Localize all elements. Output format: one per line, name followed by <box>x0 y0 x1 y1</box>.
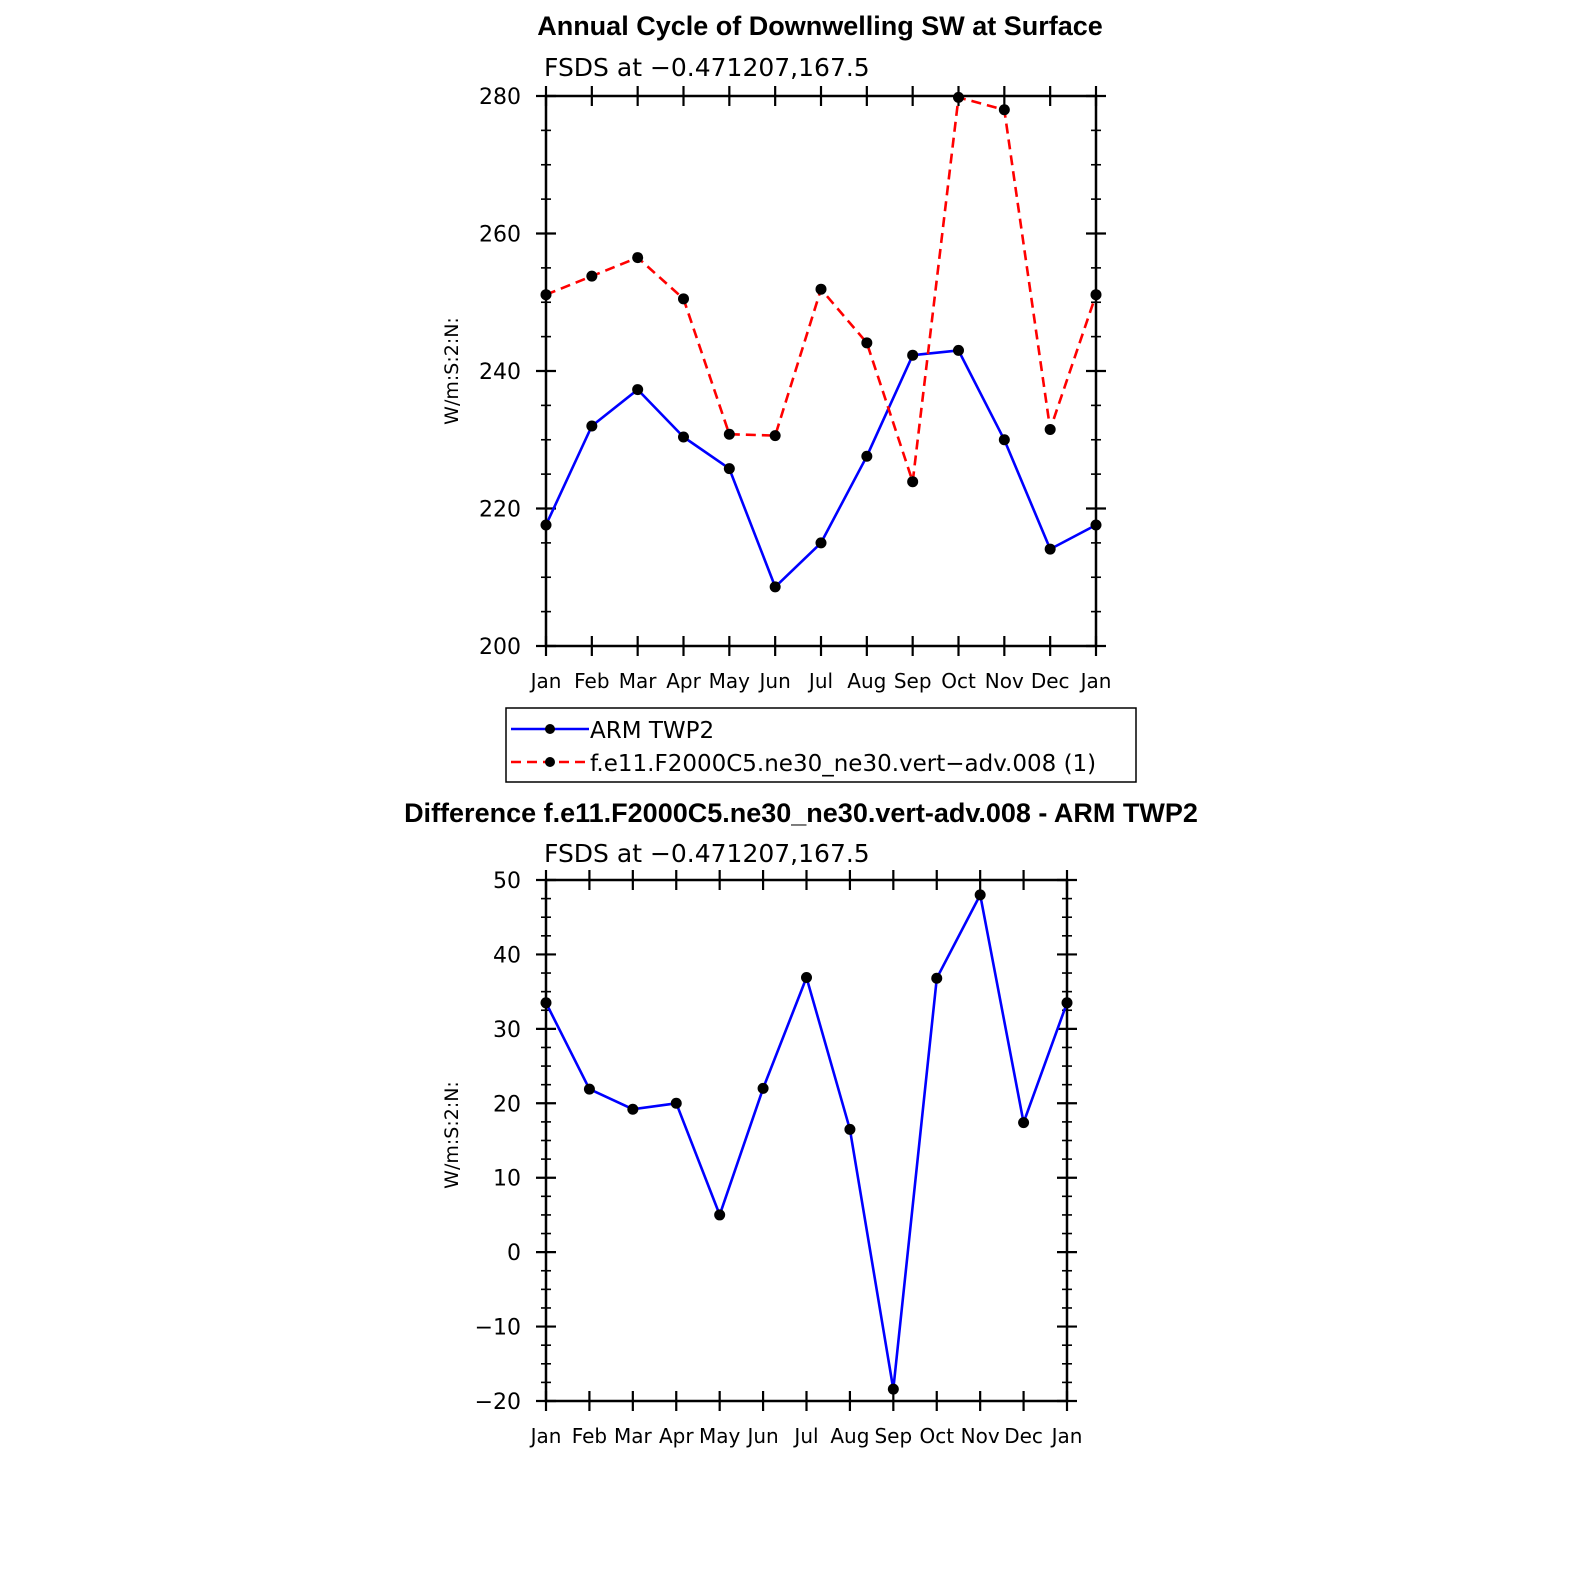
x-tick-label: Feb <box>571 1424 608 1448</box>
data-point <box>975 889 986 900</box>
legend-label-arm-twp2: ARM TWP2 <box>590 718 715 744</box>
x-tick-label: Jun <box>759 669 791 693</box>
y-tick-label: −20 <box>474 1390 521 1415</box>
data-point <box>816 537 827 548</box>
x-tick-label: Jul <box>794 1424 819 1448</box>
data-point <box>586 421 597 432</box>
data-point <box>861 451 872 462</box>
y-tick-label: 20 <box>493 1092 521 1118</box>
data-point <box>999 434 1010 445</box>
y-tick-label: 280 <box>479 85 521 110</box>
x-tick-label: Sep <box>893 669 932 693</box>
chart-title: Difference f.e11.F2000C5.ne30_ne30.vert-adv.008 - ARM TWP2 <box>404 798 1198 828</box>
x-tick-label: Dec <box>1004 1424 1043 1448</box>
data-point <box>953 345 964 356</box>
y-tick-label: 0 <box>507 1241 521 1267</box>
annual-cycle-chart <box>441 11 1136 782</box>
data-point <box>541 289 552 300</box>
x-tick-label: Jun <box>747 1424 779 1448</box>
data-point <box>844 1124 855 1135</box>
data-point <box>584 1084 595 1095</box>
data-point <box>714 1209 725 1220</box>
series-line-0 <box>546 895 1067 1389</box>
y-axis-label: W/m:S:2:N: <box>441 317 463 425</box>
series-group <box>541 889 1073 1394</box>
x-tick-label: Jan <box>530 1424 562 1448</box>
data-point <box>586 271 597 282</box>
y-tick-label: 40 <box>493 943 521 969</box>
data-point <box>1091 289 1102 300</box>
y-tick-label: 260 <box>479 222 521 248</box>
data-point <box>1091 520 1102 531</box>
data-point <box>724 429 735 440</box>
x-tick-label: Oct <box>941 669 976 693</box>
x-tick-label: Dec <box>1030 669 1070 693</box>
x-tick-label: Oct <box>919 1424 955 1448</box>
data-point <box>861 337 872 348</box>
plot-frame <box>546 880 1067 1401</box>
chart-subtitle: FSDS at −0.471207,167.5 <box>544 839 870 868</box>
data-point <box>678 432 689 443</box>
x-tick-label: Apr <box>666 669 701 693</box>
data-point <box>888 1384 899 1395</box>
x-tick-label: May <box>708 669 751 693</box>
data-point <box>1045 424 1056 435</box>
data-point <box>770 581 781 592</box>
data-point <box>627 1104 638 1115</box>
data-point <box>816 284 827 295</box>
x-ticks <box>529 86 1112 693</box>
y-tick-label: −10 <box>474 1315 521 1341</box>
data-point <box>632 252 643 263</box>
data-point <box>758 1083 769 1094</box>
x-tick-label: Jan <box>1080 669 1112 693</box>
data-point <box>999 104 1010 115</box>
x-tick-label: Mar <box>618 669 657 693</box>
y-tick-label: 30 <box>493 1017 521 1043</box>
y-tick-label: 200 <box>479 635 521 660</box>
series-group <box>541 92 1102 593</box>
x-tick-label: Nov <box>984 669 1024 693</box>
data-point <box>671 1098 682 1109</box>
legend-label-model: f.e11.F2000C5.ne30_ne30.vert−adv.008 (1) <box>590 751 1097 777</box>
x-tick-label: Feb <box>574 669 610 693</box>
difference-chart <box>404 798 1198 1448</box>
y-tick-label: 220 <box>479 497 521 523</box>
x-tick-label: Aug <box>847 669 887 693</box>
x-tick-label: Jan <box>530 669 562 693</box>
x-tick-label: May <box>698 1424 741 1448</box>
legend-marker-arm-twp2 <box>545 724 555 734</box>
data-point <box>953 92 964 103</box>
x-tick-label: Aug <box>830 1424 870 1448</box>
data-point <box>1062 997 1073 1008</box>
x-tick-label: Sep <box>874 1424 913 1448</box>
data-point <box>907 350 918 361</box>
data-point <box>724 463 735 474</box>
chart-title: Annual Cycle of Downwelling SW at Surface <box>537 11 1103 41</box>
x-tick-label: Apr <box>658 1424 694 1448</box>
data-point <box>770 430 781 441</box>
x-tick-label: Nov <box>960 1424 1000 1448</box>
data-point <box>541 997 552 1008</box>
data-point <box>1045 544 1056 555</box>
data-point <box>801 972 812 983</box>
x-tick-label: Mar <box>613 1424 652 1448</box>
x-tick-label: Jan <box>1051 1424 1083 1448</box>
legend-marker-model <box>545 757 555 767</box>
data-point <box>931 973 942 984</box>
series-line-0 <box>546 350 1096 587</box>
data-point <box>1018 1117 1029 1128</box>
data-point <box>678 293 689 304</box>
y-ticks <box>475 869 1077 1415</box>
legend <box>506 708 1136 782</box>
data-point <box>632 384 643 395</box>
y-axis-label: W/m:S:2:N: <box>441 1081 463 1189</box>
x-tick-label: Jul <box>808 669 834 693</box>
y-tick-label: 10 <box>493 1166 521 1192</box>
data-point <box>907 476 918 487</box>
y-tick-label: 50 <box>493 869 521 894</box>
y-ticks <box>479 85 1106 660</box>
chart-subtitle: FSDS at −0.471207,167.5 <box>544 53 870 82</box>
data-point <box>541 520 552 531</box>
y-tick-label: 240 <box>479 360 521 385</box>
x-ticks <box>529 870 1083 1448</box>
